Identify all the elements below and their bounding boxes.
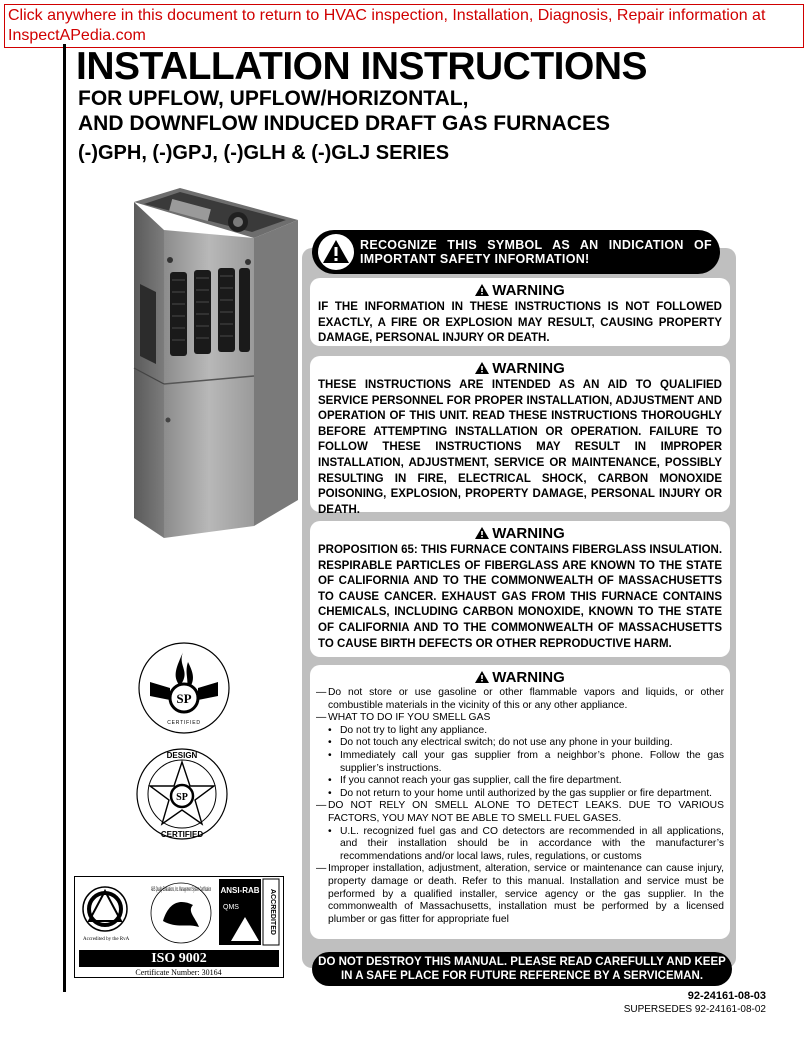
warning-title: WARNING xyxy=(318,525,722,543)
warning-body: PROPOSITION 65: THIS FURNACE CONTAINS FIBERGLASS INSULATION. RESPIRABLE PARTICLES OF FIBERGLASS ARE KNOWN TO THE STATE OF CALIFORNIA AND TO THE COMMONWEALTH OF MASSACHUSETTS TO CAUSE CANCER. EXHAUST GAS FROM THIS FURNACE CONTAINS CHEMICALS, INCLUDING CARBON MONOXIDE, KNOWN TO THE STATE OF CALIFORNIA AND TO THE COMMONWEALTH OF MASSACHUSETTS TO CAUSE BIRTH DEFECTS OR OTHER REPRODUCTIVE HARM. xyxy=(318,544,723,650)
furnace-illustration xyxy=(130,188,298,538)
rva-accreditation-text: Accredited by the RvA xyxy=(83,937,130,942)
list-item: — Do not store or use gasoline or other flammable vapors and liquids, or other combustible materials in the vicinity of this or any other appliance. xyxy=(316,687,724,711)
abs-ring-text: ABS Quality Evaluations, Inc. Management System Certification xyxy=(151,887,211,893)
list-item: • If you cannot reach your gas supplier, call the fire department. xyxy=(328,775,622,787)
accredited-text: ACCREDITED xyxy=(269,889,276,935)
series-title: (-)GPH, (-)GPJ, (-)GLH & (-)GLJ SERIES xyxy=(78,142,450,164)
document-number: 92-24161-08-03 xyxy=(687,990,766,1002)
design-mark-text: SP xyxy=(176,792,188,803)
certified-text: CERTIFIED xyxy=(160,830,204,839)
list-item: • Do not touch any electrical switch; do not use any phone in your building. xyxy=(328,737,673,749)
csa-certified-logo xyxy=(136,640,232,736)
warning-title: WARNING xyxy=(318,282,722,300)
warning-title: WARNING xyxy=(318,360,722,378)
keep-manual-line-1: DO NOT DESTROY THIS MANUAL. PLEASE READ CAREFULLY AND KEEP xyxy=(318,956,726,968)
gas-warning-list xyxy=(316,687,724,926)
design-text: DESIGN xyxy=(166,751,198,760)
warning-box-gas xyxy=(310,665,730,939)
list-item: — DO NOT RELY ON SMELL ALONE TO DETECT LEAKS. DUE TO VARIOUS FACTORS, YOU MAY NOT BE ABLE TO SMELL FUEL GASES. xyxy=(316,800,724,824)
safety-symbol-text: RECOGNIZE THIS SYMBOL AS AN INDICATION OF IMPORTANT SAFETY INFORMATION! xyxy=(360,238,712,266)
list-item: • Immediately call your gas supplier from a neighbor’s phone. Follow the gas supplier’s instructions. xyxy=(328,749,724,774)
warning-triangle-icon xyxy=(318,234,354,270)
csa-certified-text: CERTIFIED xyxy=(167,720,201,726)
left-vertical-rule xyxy=(63,44,66,992)
list-item: — Improper installation, adjustment, alteration, service or maintenance can cause injury, property damage or death. Refer to this manual. Installation and service must be performed by a qualified installer, service agency or the gas supplier. In the commonwealth of Massachusetts, installation must be performed by a licensed plumber or gas fitter for appropriate fuel xyxy=(316,863,724,925)
subtitle-line-1: FOR UPFLOW, UPFLOW/HORIZONTAL, xyxy=(78,87,469,110)
warning-body: THESE INSTRUCTIONS ARE INTENDED AS AN AID TO QUALIFIED SERVICE PERSONNEL FOR PROPER INSTALLATION, ADJUSTMENT AND OPERATION OF THIS UNIT. READ THESE INSTRUCTIONS THOROUGHLY BEFORE ATTEMPTING INSTALLATION OR OPERATION. FAILURE TO FOLLOW THESE INSTRUCTIONS MAY RESULT IN IMPROPER INSTALLATION, ADJUSTMENT, SERVICE OR MAINTENANCE, POSSIBLY RESULTING IN FIRE, ELECTRICAL SHOCK, CARBON MONOXIDE POISONING, EXPLOSION, PROPERTY DAMAGE, PERSONAL INJURY OR DEATH. xyxy=(318,379,722,516)
warning-box-2 xyxy=(310,356,730,516)
keep-manual-line-2: IN A SAFE PLACE FOR FUTURE REFERENCE BY A SERVICEMAN. xyxy=(340,970,704,982)
warning-triangle-icon xyxy=(475,527,489,539)
return-link-banner[interactable]: Click anywhere in this document to return to HVAC inspection, Installation, Diagnosis, Repair information at InspectAPedia.com xyxy=(4,4,804,48)
warning-triangle-icon xyxy=(475,671,489,683)
iso-9002-certification-box xyxy=(74,876,284,978)
list-item: • U.L. recognized fuel gas and CO detectors are recommended in all applications, and their installation should be in accordance with the manufacturer’s recommendations and/or local laws, rules, regulations, or customs xyxy=(328,825,724,862)
page-title: INSTALLATION INSTRUCTIONS xyxy=(76,45,648,88)
subtitle-line-2: AND DOWNFLOW INDUCED DRAFT GAS FURNACES xyxy=(78,112,610,135)
warning-box-1 xyxy=(310,278,730,346)
qms-text: QMS xyxy=(223,904,239,911)
supersedes-number: SUPERSEDES 92-24161-08-02 xyxy=(623,1004,766,1015)
iso-9002-label: ISO 9002 xyxy=(79,950,279,967)
list-item: • Do not return to your home until authorized by the gas supplier or fire department. xyxy=(328,787,713,799)
iso-certificate-number: Certificate Number: 30164 xyxy=(135,968,222,977)
csa-mark-text: SP xyxy=(176,691,192,706)
ansi-rab-text: ANSI-RAB xyxy=(220,886,260,895)
design-certified-logo xyxy=(134,746,230,842)
list-item: • Do not try to light any appliance. xyxy=(328,724,488,736)
warning-body: IF THE INFORMATION IN THESE INSTRUCTIONS IS NOT FOLLOWED EXACTLY, A FIRE OR EXPLOSION MAY RESULT, CAUSING PROPERTY DAMAGE, PERSONAL INJURY OR DEATH. xyxy=(318,301,722,345)
safety-symbol-header xyxy=(312,230,720,274)
list-item: — WHAT TO DO IF YOU SMELL GAS xyxy=(316,712,491,724)
keep-manual-notice xyxy=(312,952,732,986)
warning-triangle-icon xyxy=(475,362,489,374)
warning-triangle-icon xyxy=(475,284,489,296)
warning-title: WARNING xyxy=(316,669,724,687)
warning-box-proposition-65 xyxy=(310,521,730,657)
